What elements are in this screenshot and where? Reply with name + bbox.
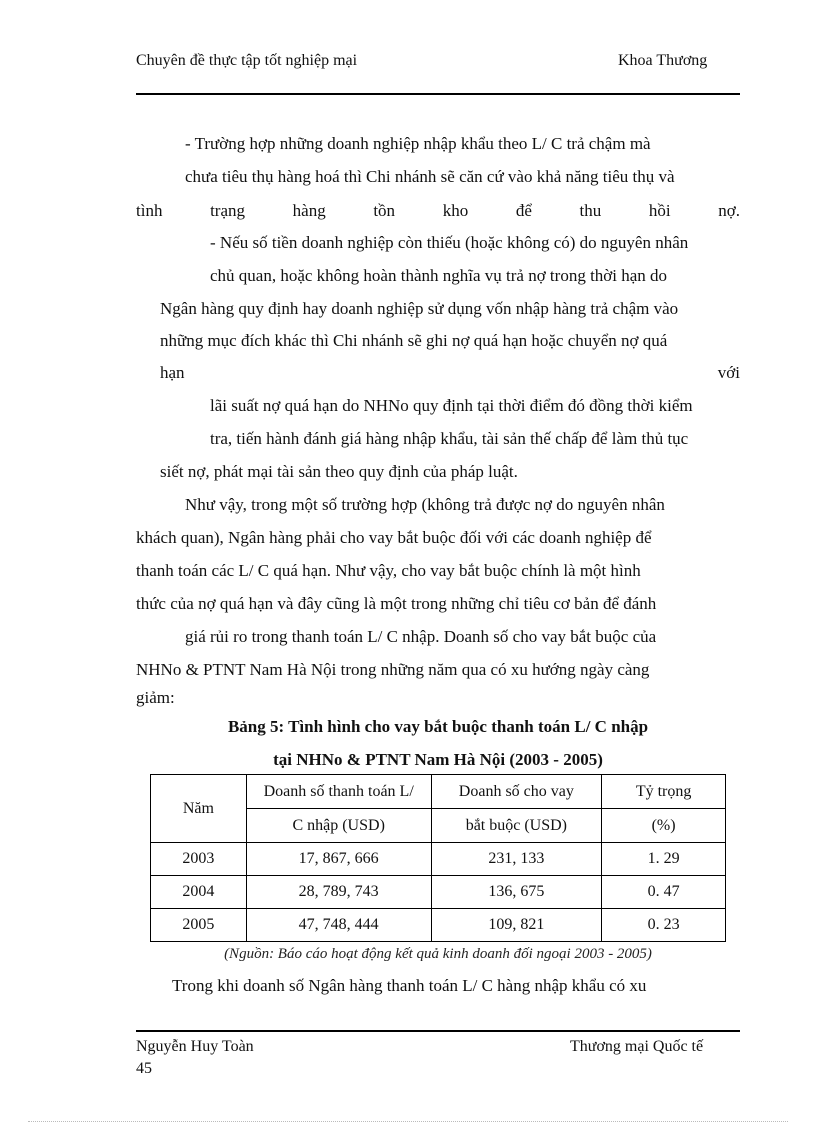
table-source: (Nguồn: Báo cáo hoạt động kết quả kinh doanh đối ngoại 2003 - 2005) xyxy=(224,946,652,962)
cell-year: 2005 xyxy=(151,909,247,942)
table-subtitle: tại NHNo & PTNT Nam Hà Nội (2003 - 2005) xyxy=(273,750,603,769)
page-number: 45 xyxy=(136,1060,152,1077)
col-header-lc: Doanh số thanh toán L/ xyxy=(246,775,431,809)
table-row xyxy=(151,909,726,942)
table-title: Bảng 5: Tình hình cho vay bắt buộc thanh toán L/ C nhập xyxy=(227,717,649,736)
header-faculty: Khoa Thương xyxy=(618,52,708,69)
text-line: Như vậy, trong một số trường hợp (không trả được nợ do nguyên nhân xyxy=(185,495,665,514)
text-line: chủ quan, hoặc không hoàn thành nghĩa vụ trả nợ trong thời hạn do xyxy=(210,266,668,285)
footer-major: Thương mại Quốc tế xyxy=(570,1038,704,1055)
text-line: siết nợ, phát mại tài sản theo quy định của pháp luật. xyxy=(160,462,518,481)
text-line: hạn với xyxy=(160,363,740,382)
text-line: Trong khi doanh số Ngân hàng thanh toán L/ C hàng nhập khẩu có xu xyxy=(172,976,647,995)
text-line: - Nếu số tiền doanh nghiệp còn thiếu (hoặc không có) do nguyên nhân xyxy=(210,233,689,252)
text-line: giá rủi ro trong thanh toán L/ C nhập. Doanh số cho vay bắt buộc của xyxy=(185,627,657,646)
text-line: Ngân hàng quy định hay doanh nghiệp sử dụng vốn nhập hàng trả chậm vào xyxy=(160,299,679,318)
cell-loan: 231, 133 xyxy=(431,843,602,876)
cell-loan: 109, 821 xyxy=(431,909,602,942)
text-line: khách quan), Ngân hàng phải cho vay bắt buộc đối với các doanh nghiệp để xyxy=(136,528,652,547)
col-header-lc-unit: C nhập (USD) xyxy=(246,809,431,843)
page-edge-divider xyxy=(28,1121,788,1122)
header-rule xyxy=(136,93,740,95)
cell-ratio: 0. 23 xyxy=(602,909,726,942)
footer-author-name: Nguyễn Huy Toàn xyxy=(136,1038,254,1055)
text-line: những mục đích khác thì Chi nhánh sẽ ghi nợ quá hạn hoặc chuyển nợ quá xyxy=(160,331,668,350)
cell-year: 2004 xyxy=(151,876,247,909)
text-line: lãi suất nợ quá hạn do NHNo quy định tại thời điểm đó đồng thời kiểm xyxy=(210,396,693,415)
col-header-loan: Doanh số cho vay xyxy=(431,775,602,809)
text-line: giảm: xyxy=(136,688,175,707)
cell-ratio: 0. 47 xyxy=(602,876,726,909)
text-line: tình trạng hàng tồn kho để thu hồi nợ. xyxy=(136,201,740,220)
footer-author xyxy=(136,1036,254,1080)
col-header-ratio: Tỷ trọng xyxy=(602,775,726,809)
cell-ratio: 1. 29 xyxy=(602,843,726,876)
col-header-loan-unit: bắt buộc (USD) xyxy=(431,809,602,843)
footer-rule xyxy=(136,1030,740,1032)
header-title: Chuyên đề thực tập tốt nghiệp mại xyxy=(136,52,358,69)
text-line: thức của nợ quá hạn và đây cũng là một trong những chỉ tiêu cơ bản để đánh xyxy=(136,594,657,613)
cell-year: 2003 xyxy=(151,843,247,876)
cell-lc: 47, 748, 444 xyxy=(246,909,431,942)
col-header-ratio-unit: (%) xyxy=(602,809,726,843)
text-line: thanh toán các L/ C quá hạn. Như vậy, cho vay bắt buộc chính là một hình xyxy=(136,561,641,580)
col-header-year: Năm xyxy=(151,775,247,843)
text-line: - Trường hợp những doanh nghiệp nhập khẩu theo L/ C trả chậm mà xyxy=(185,134,651,153)
table-row xyxy=(151,843,726,876)
data-table xyxy=(150,774,726,942)
cell-lc: 17, 867, 666 xyxy=(246,843,431,876)
cell-lc: 28, 789, 743 xyxy=(246,876,431,909)
text-line: tra, tiến hành đánh giá hàng nhập khẩu, tài sản thế chấp để làm thủ tục xyxy=(210,429,689,448)
text-line: chưa tiêu thụ hàng hoá thì Chi nhánh sẽ căn cứ vào khả năng tiêu thụ và xyxy=(185,167,675,186)
cell-loan: 136, 675 xyxy=(431,876,602,909)
table-row xyxy=(151,876,726,909)
text-line: NHNo & PTNT Nam Hà Nội trong những năm qua có xu hướng ngày càng xyxy=(136,660,650,679)
